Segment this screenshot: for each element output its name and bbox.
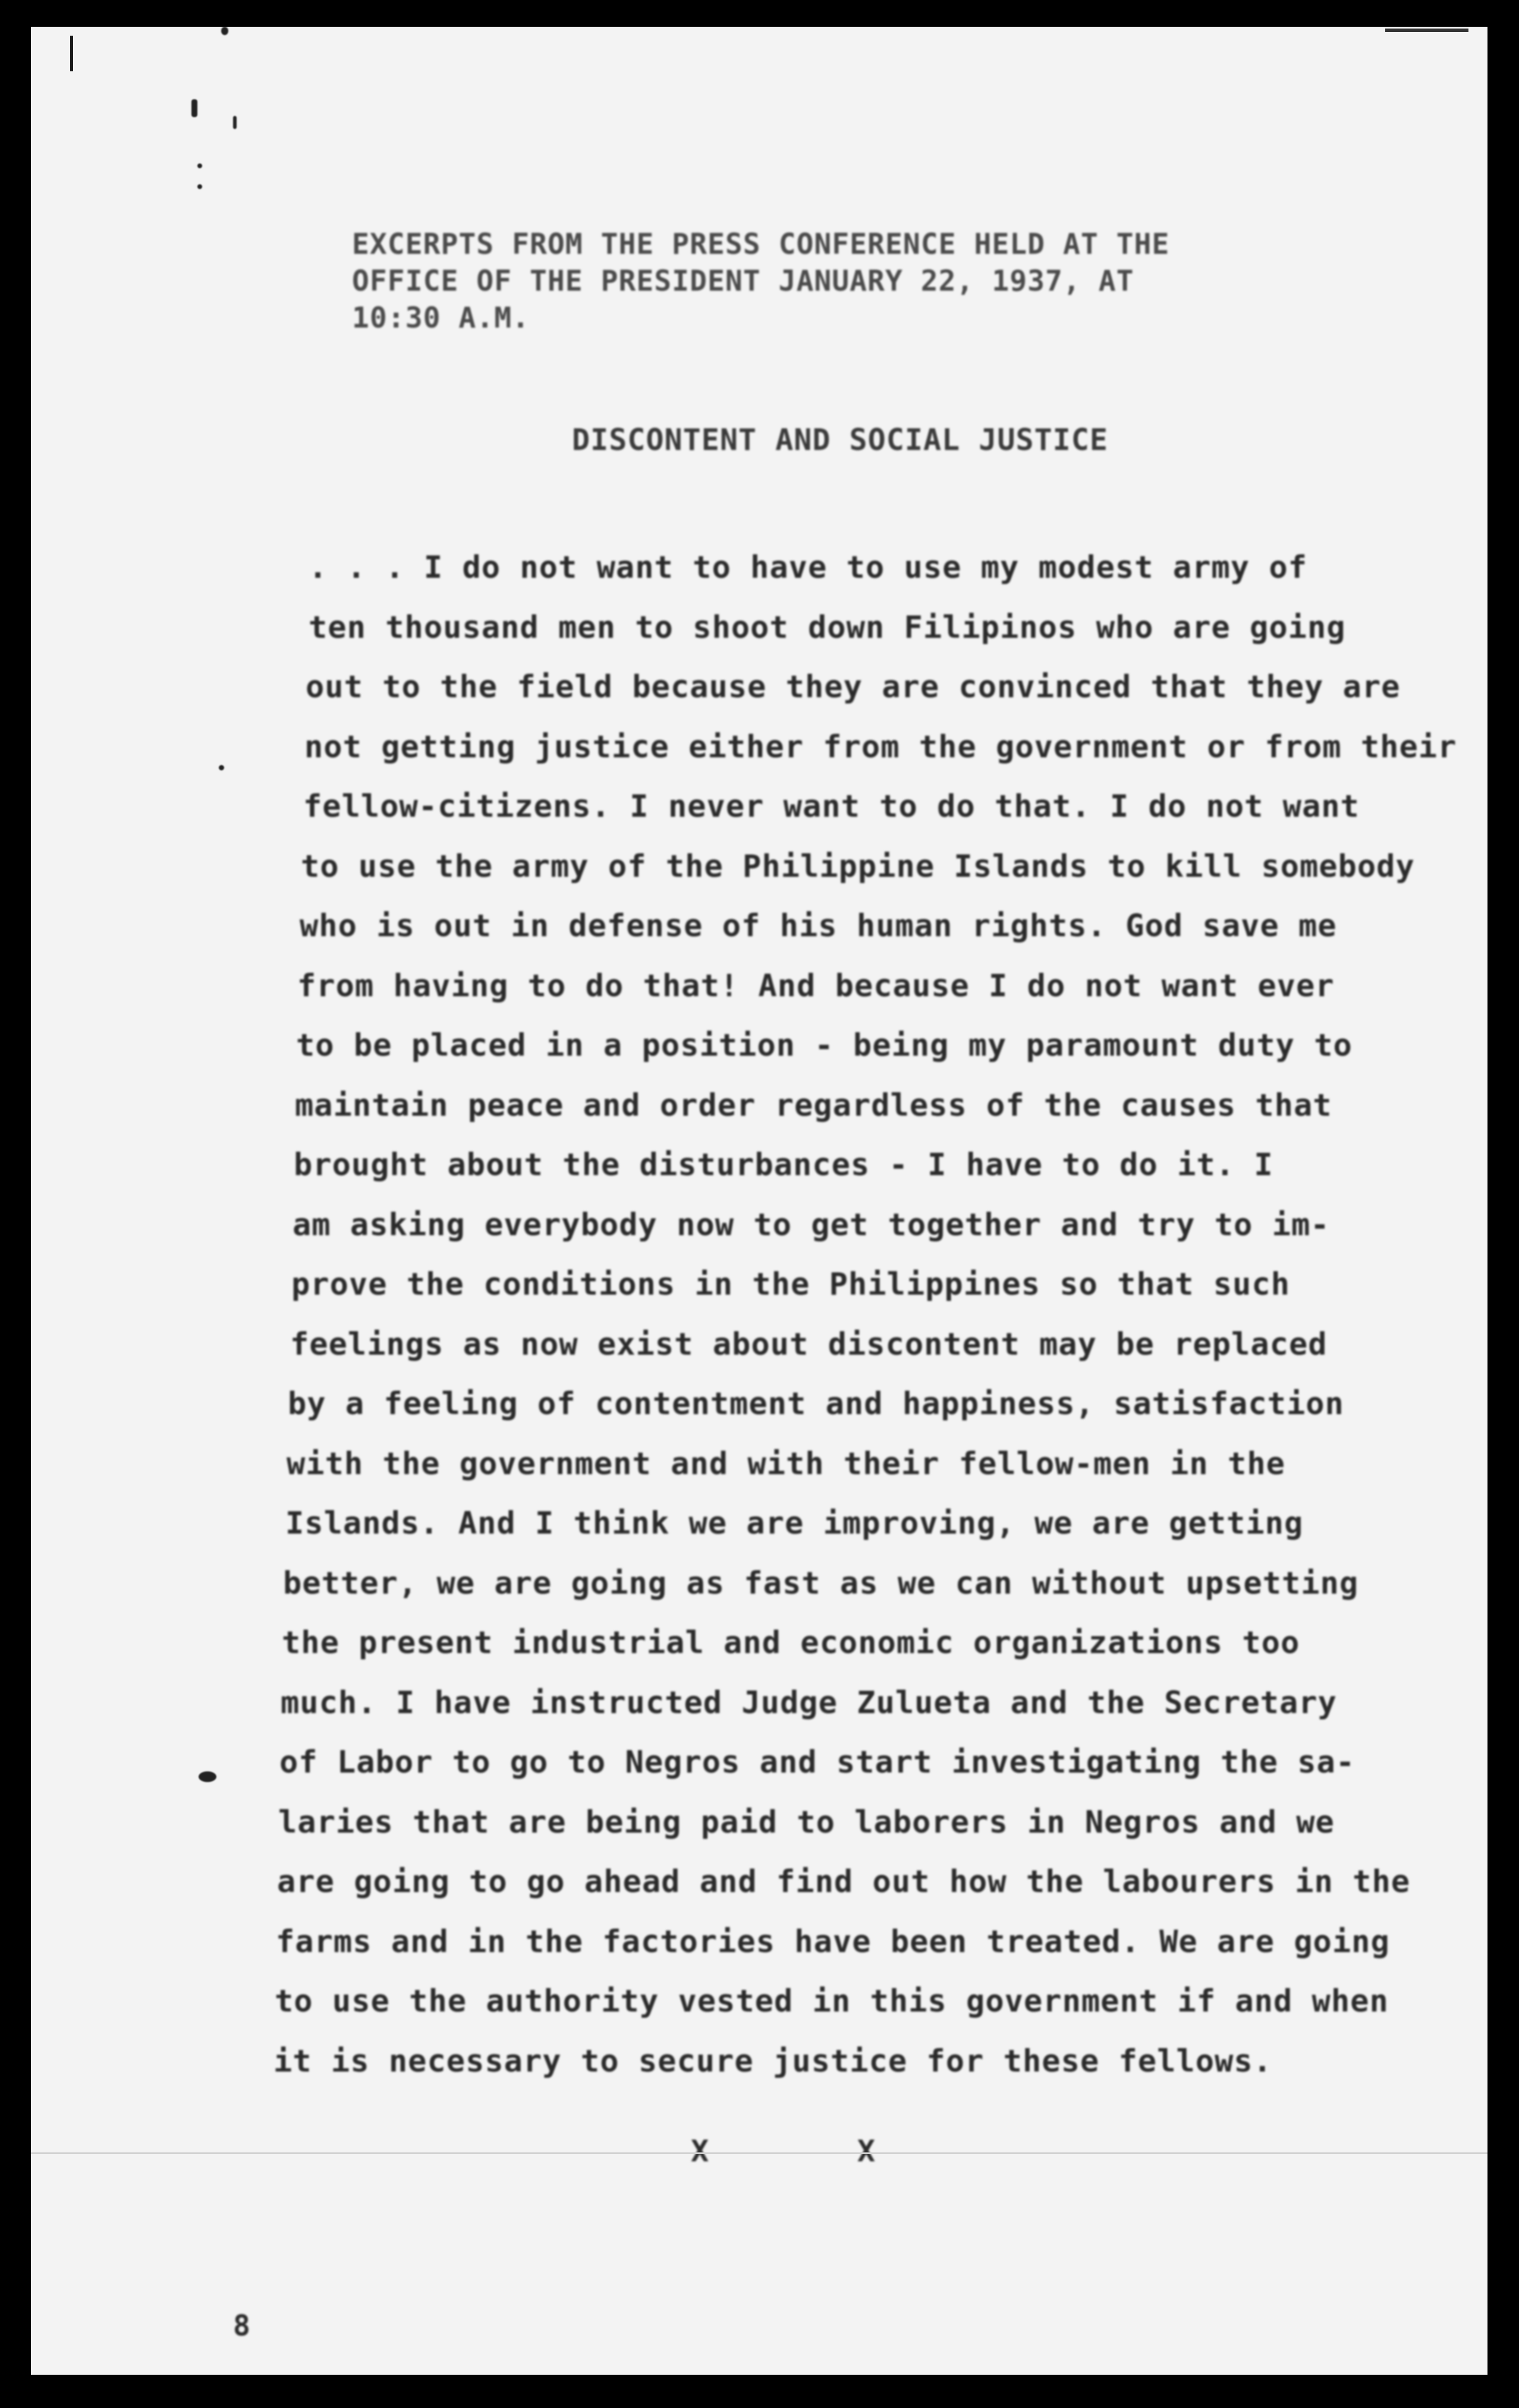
body-line: by a feeling of contentment and happiness, satisfaction xyxy=(288,1386,1344,1422)
page-number: 8 xyxy=(233,2309,251,2343)
film-speck xyxy=(191,99,197,117)
film-speck xyxy=(233,116,237,129)
film-edge-mark xyxy=(1385,29,1468,32)
body-line: maintain peace and order regardless of the causes that xyxy=(295,1087,1332,1123)
body-line: the present industrial and economic organizations too xyxy=(282,1625,1300,1661)
body-line: farms and in the factories have been treated. We are going xyxy=(276,1924,1390,1960)
body-line: are going to go ahead and find out how the labourers in the xyxy=(277,1864,1411,1900)
end-marks: X X xyxy=(691,2134,876,2168)
body-line: better, we are going as fast as we can without upsetting xyxy=(283,1565,1359,1601)
body-line: to use the army of the Philippine Islands to kill somebody xyxy=(301,848,1415,884)
body-line: ten thousand men to shoot down Filipinos who are going xyxy=(309,609,1346,646)
section-title: DISCONTENT AND SOCIAL JUSTICE xyxy=(572,423,1108,457)
fold-line xyxy=(31,2152,1487,2154)
body-line: out to the field because they are convinced that they are xyxy=(306,669,1401,705)
body-line: Islands. And I think we are improving, we are getting xyxy=(285,1506,1304,1541)
body-line: brought about the disturbances - I have to do it. I xyxy=(294,1147,1273,1183)
body-line: laries that are being paid to laborers in Negros and we xyxy=(278,1804,1335,1840)
document-header xyxy=(352,226,1303,336)
body-line: prove the conditions in the Philippines so that such xyxy=(291,1267,1290,1302)
film-speck xyxy=(197,184,202,189)
body-line: not getting justice either from the government or from their xyxy=(304,729,1457,765)
body-line: . . . I do not want to have to use my modest army of xyxy=(309,550,1307,586)
document-page xyxy=(31,27,1487,2375)
header-line: 10:30 A.M. xyxy=(352,301,530,335)
body-line: of Labor to go to Negros and start investigating the sa- xyxy=(279,1745,1356,1780)
film-speck xyxy=(221,27,228,35)
body-line: who is out in defense of his human rights. God save me xyxy=(300,908,1337,944)
film-speck xyxy=(219,765,224,770)
header-line: EXCERPTS FROM THE PRESS CONFERENCE HELD AT THE xyxy=(352,228,1170,261)
body-line: it is necessary to secure justice for these fellows. xyxy=(273,2043,1272,2079)
body-line: feelings as now exist about discontent may be replaced xyxy=(290,1326,1328,1362)
body-text xyxy=(252,544,1457,2097)
film-edge-mark xyxy=(70,36,73,71)
body-line: fellow-citizens. I never want to do that. I do not want xyxy=(303,789,1360,824)
film-speck xyxy=(197,163,202,168)
body-line: to use the authority vested in this government if and when xyxy=(275,1984,1389,2019)
header-line: OFFICE OF THE PRESIDENT JANUARY 22, 1937, AT xyxy=(352,265,1134,298)
body-line: am asking everybody now to get together and try to im- xyxy=(293,1207,1330,1243)
body-line: much. I have instructed Judge Zulueta and the Secretary xyxy=(281,1685,1337,1721)
body-line: to be placed in a position - being my paramount duty to xyxy=(296,1028,1353,1063)
body-line: from having to do that! And because I do not want ever xyxy=(297,968,1335,1004)
body-line: with the government and with their fellow-men in the xyxy=(287,1446,1285,1482)
film-speck xyxy=(199,1771,216,1782)
